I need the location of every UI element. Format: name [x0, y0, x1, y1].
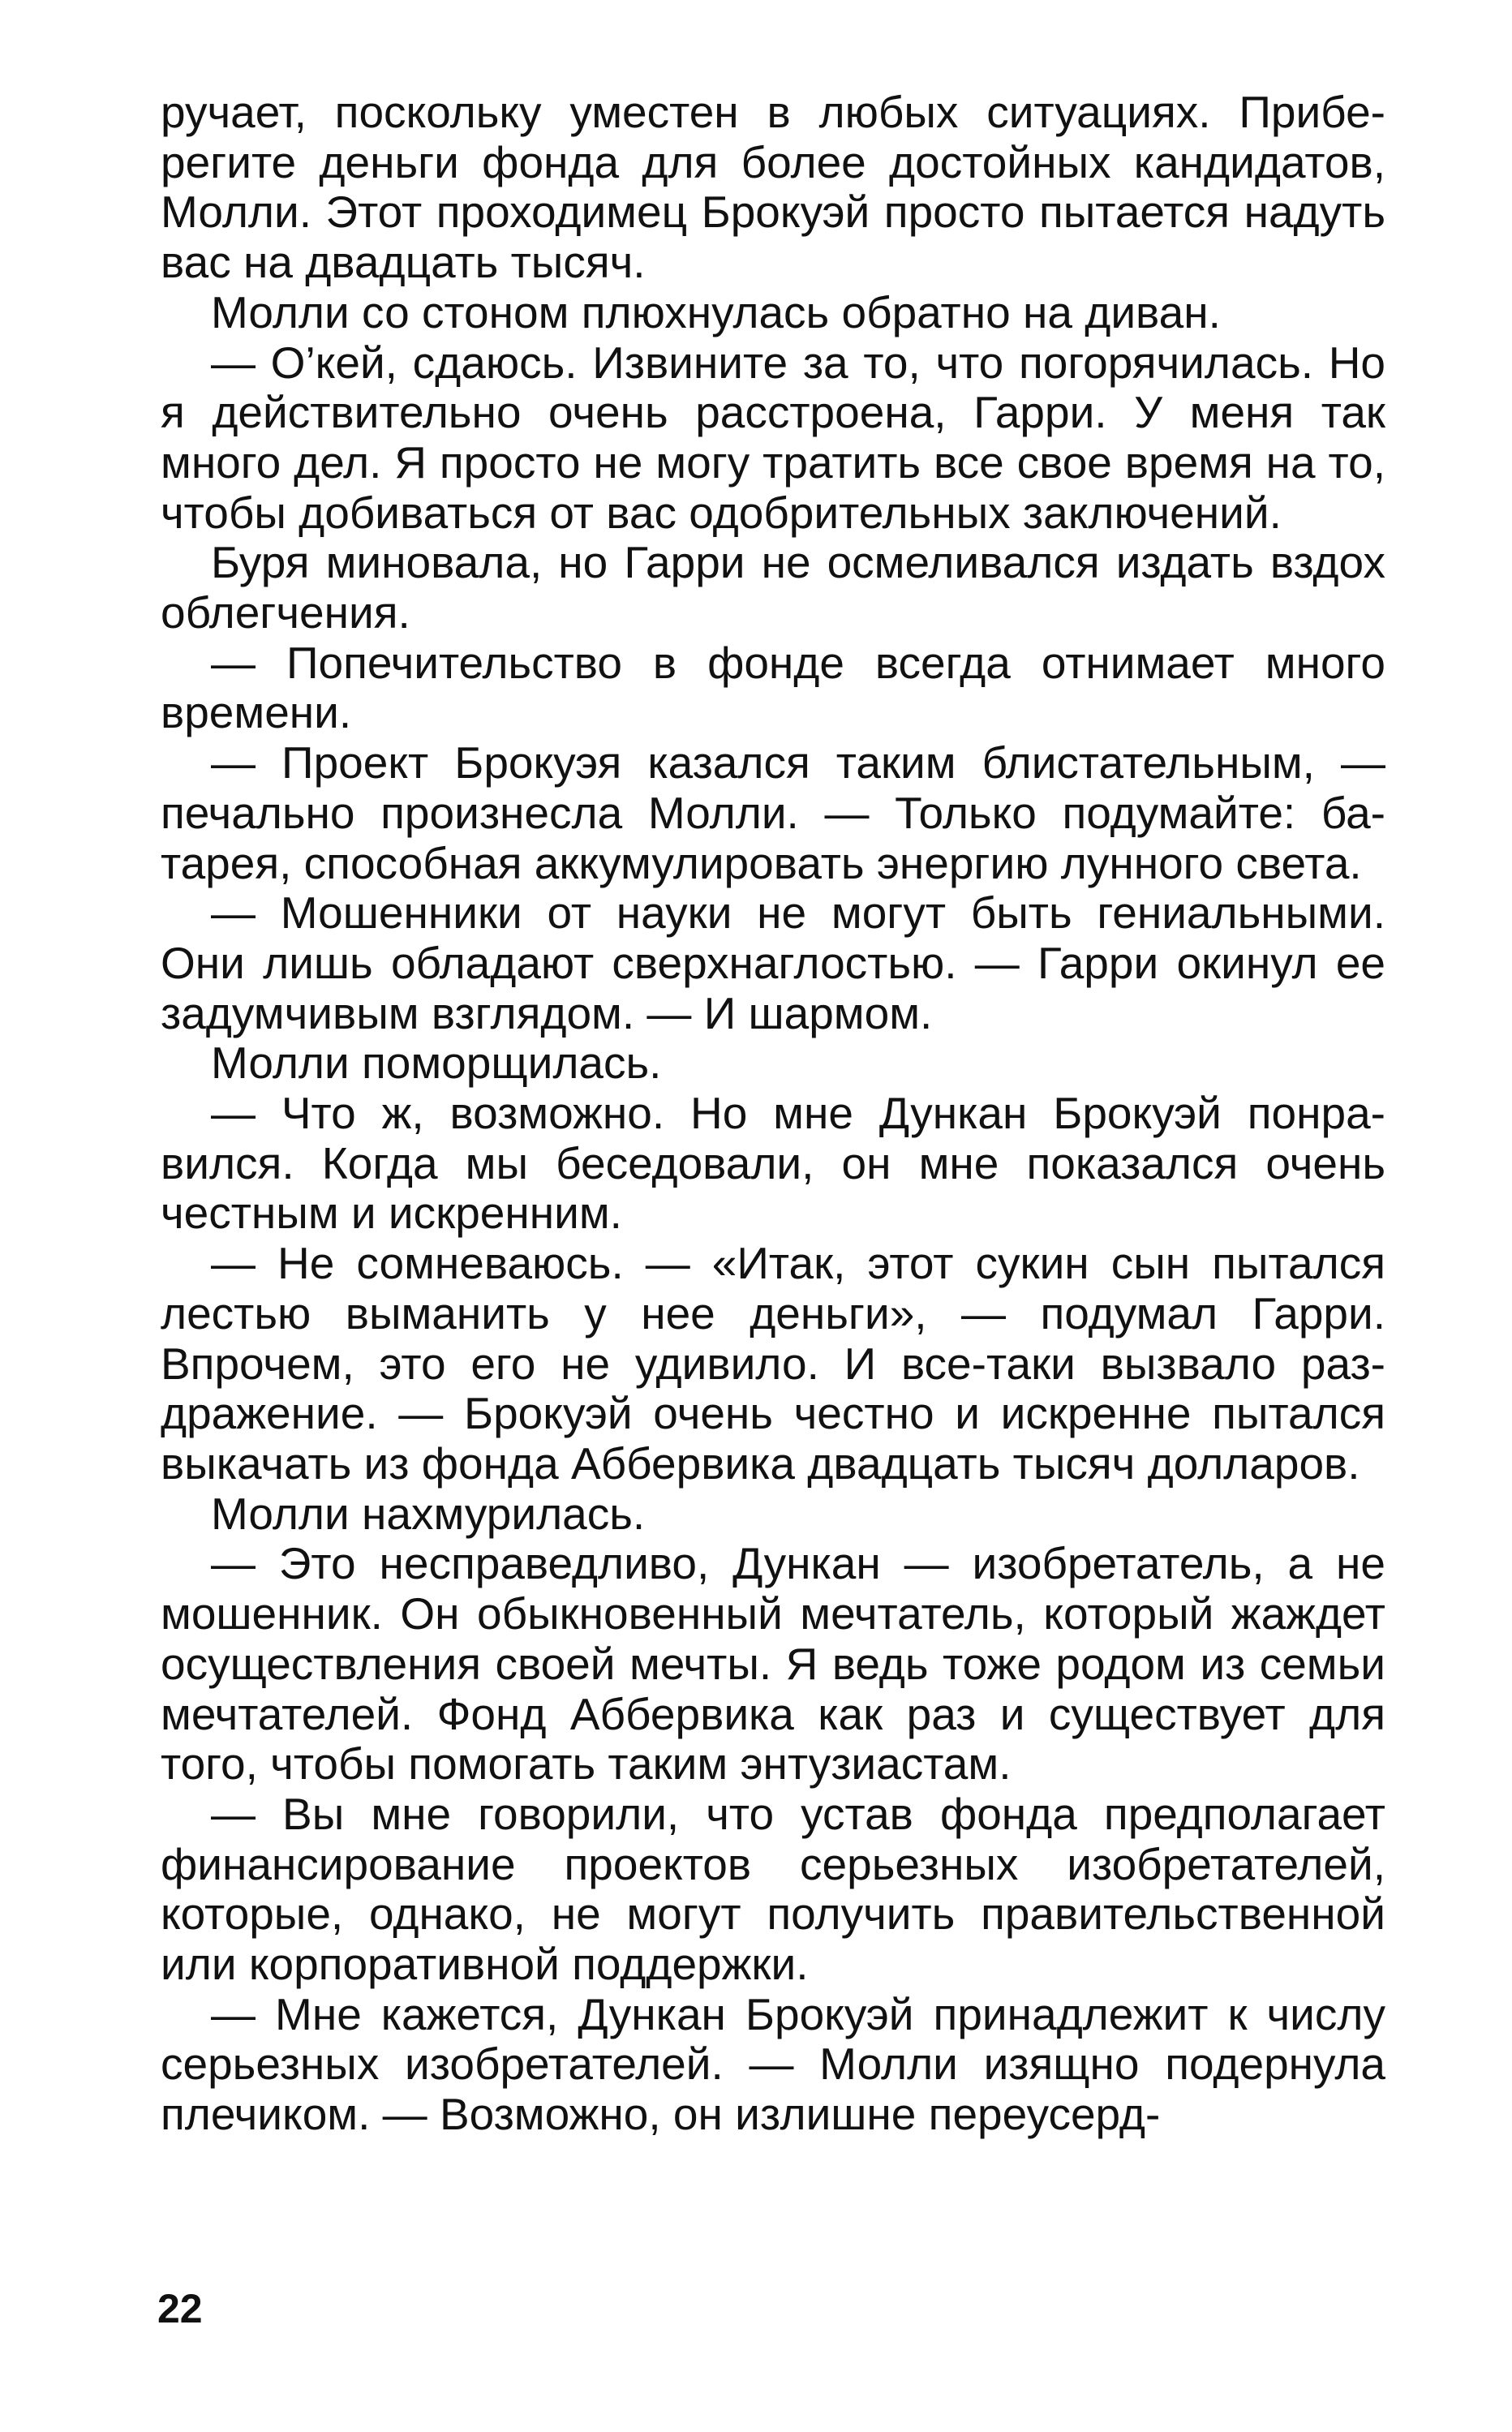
paragraph-dialogue: — Что ж, возможно. Но мне Дункан Брокуэй понравился. Когда мы беседовали, он мне показался очень честным и искренним.: [161, 1088, 1385, 1239]
paragraph: Молли со стоном плюхнулась обратно на диван.: [211, 286, 1221, 337]
paragraph: Буря миновала, но Гарри не осмеливался издать вздох облегчения.: [161, 537, 1385, 638]
paragraph-continued: ручает, поскольку уместен в любых ситуациях. Приберегите деньги фонда для более достойных кандидатов, Молли. Этот проходимец Брокуэй просто пытается надуть вас на двадцать тысяч.: [161, 87, 1385, 288]
paragraph-dialogue: — Не сомневаюсь. — «Итак, этот сукин сын пытался лестью выманить у нее деньги», — подумал Гарри. Впрочем, это его не удивило. И все-таки вызвало раздражение. — Брокуэй очень честно и искренне пытался выкачать из фонда Аббервика двадцать тысяч долларов.: [161, 1238, 1385, 1489]
paragraph-dialogue: — Это несправедливо, Дункан — изобретатель, а не мошенник. Он обыкновенный мечтатель, который жаждет осуществления своей мечты. Я ведь тоже родом из семьи мечтателей. Фонд Аббервика как раз и существует для того, чтобы помогать таким энтузиастам.: [161, 1538, 1385, 1790]
paragraph-dialogue: — О’кей, сдаюсь. Извините за то, что погорячилась. Но я действительно очень расстроена, Гарри. У меня так много дел. Я просто не могу тратить все свое время на то, чтобы добиваться от вас одобрительных заключений.: [161, 337, 1385, 538]
paragraph: Молли нахмурилась.: [211, 1488, 646, 1539]
book-page-text: [161, 88, 1385, 2140]
paragraph-dialogue: — Проект Брокуэя казался таким блистательным, — печально произнесла Молли. — Только подумайте: батарея, способная аккумулировать энергию лунного света.: [161, 737, 1385, 888]
paragraph-dialogue: — Вы мне говорили, что устав фонда предполагает финансирование проектов серьезных изобретателей, которые, однако, не могут получить правительственной или корпоративной поддержки.: [161, 1788, 1385, 1990]
paragraph: Молли поморщилась.: [211, 1038, 662, 1089]
page-number: 22: [157, 2286, 203, 2331]
paragraph-dialogue: — Мошенники от науки не могут быть гениальными. Они лишь обладают сверхнаглостью. — Гарри окинул ее задумчивым взглядом. — И шармом.: [161, 887, 1385, 1038]
paragraph-dialogue: — Мне кажется, Дункан Брокуэй принадлежит к числу серьезных изобретателей. — Молли изящно подернула плечиком. — Возможно, он излишне переусерд-: [161, 1988, 1385, 2140]
paragraph-dialogue: — Попечительство в фонде всегда отнимает много времени.: [161, 637, 1385, 738]
